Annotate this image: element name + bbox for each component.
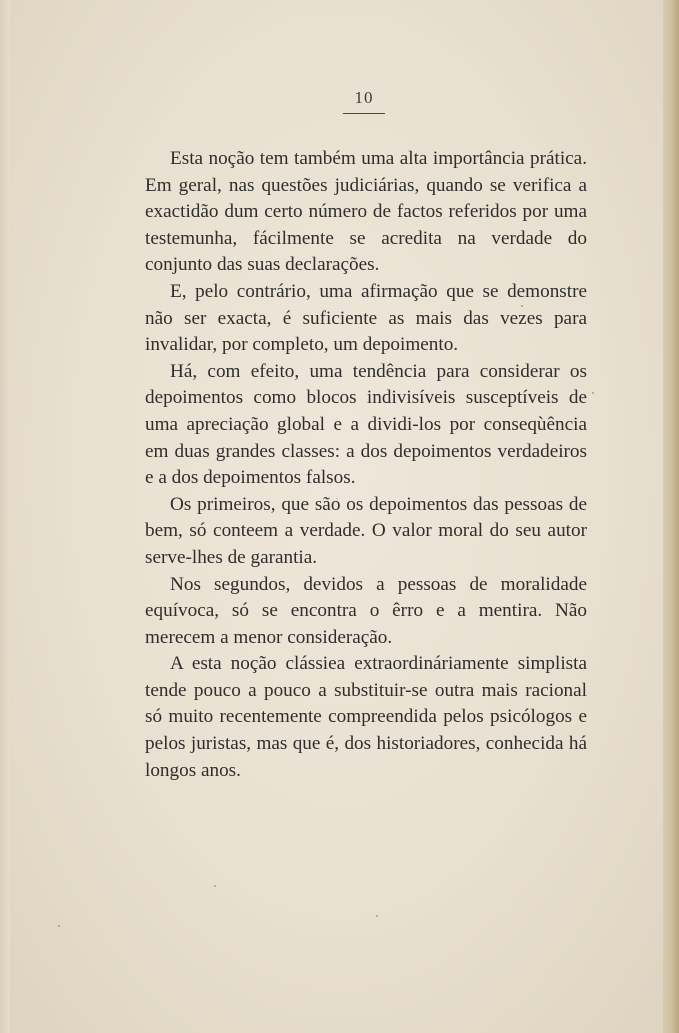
- paper-speck: [58, 925, 60, 927]
- page-left-edge: [0, 0, 10, 1033]
- page-right-edge: [663, 0, 679, 1033]
- page-number-rule: [343, 113, 385, 114]
- page-number: 10: [354, 88, 374, 107]
- paper-speck: [376, 915, 378, 917]
- paper-speck: [214, 885, 216, 887]
- paragraph-4: Os primeiros, que são os depoimentos das pessoas de bem, só conteem a verdade. O valor moral do seu autor serve-lhes de garantia.: [145, 493, 587, 568]
- paper-speck: [592, 392, 594, 394]
- paragraph-5: Nos segundos, devidos a pessoas de moralidade equívoca, só se encontra o êrro e a mentira. Não merecem a menor consideração.: [145, 573, 587, 648]
- paragraph-2: E, pelo contrário, uma afirmação que se demonstre não ser exacta, é suficiente as mais das vezes para invalidar, por completo, um depoimento.: [145, 280, 587, 356]
- body-text: [145, 146, 587, 784]
- paragraph-6: A esta noção clássiea extraordináriamente simplista tende pouco a pouco a substituir-se outra mais racional só muito recentemente compreendida pelos psicólogos e pelos juristas, mas que é, dos historiadores, conhecida há longos anos.: [145, 653, 587, 781]
- paragraph-3: Há, com efeito, uma tendência para considerar os depoimentos como blocos indivisíveis susceptíveis de uma apreciação global e a dividi-los por conseqùência em duas grandes classes: a dos depoimentos verdadeiros e a dos depoimentos falsos.: [145, 360, 587, 489]
- paragraph-1: Esta noção tem também uma alta importância prática. Em geral, nas questões judiciárias, quando se verifica a exactidão dum certo número de factos referidos por uma testemunha, fácilmente se acredita na verdade do conjunto das suas declarações.: [145, 148, 587, 276]
- paper-speck: [521, 305, 523, 307]
